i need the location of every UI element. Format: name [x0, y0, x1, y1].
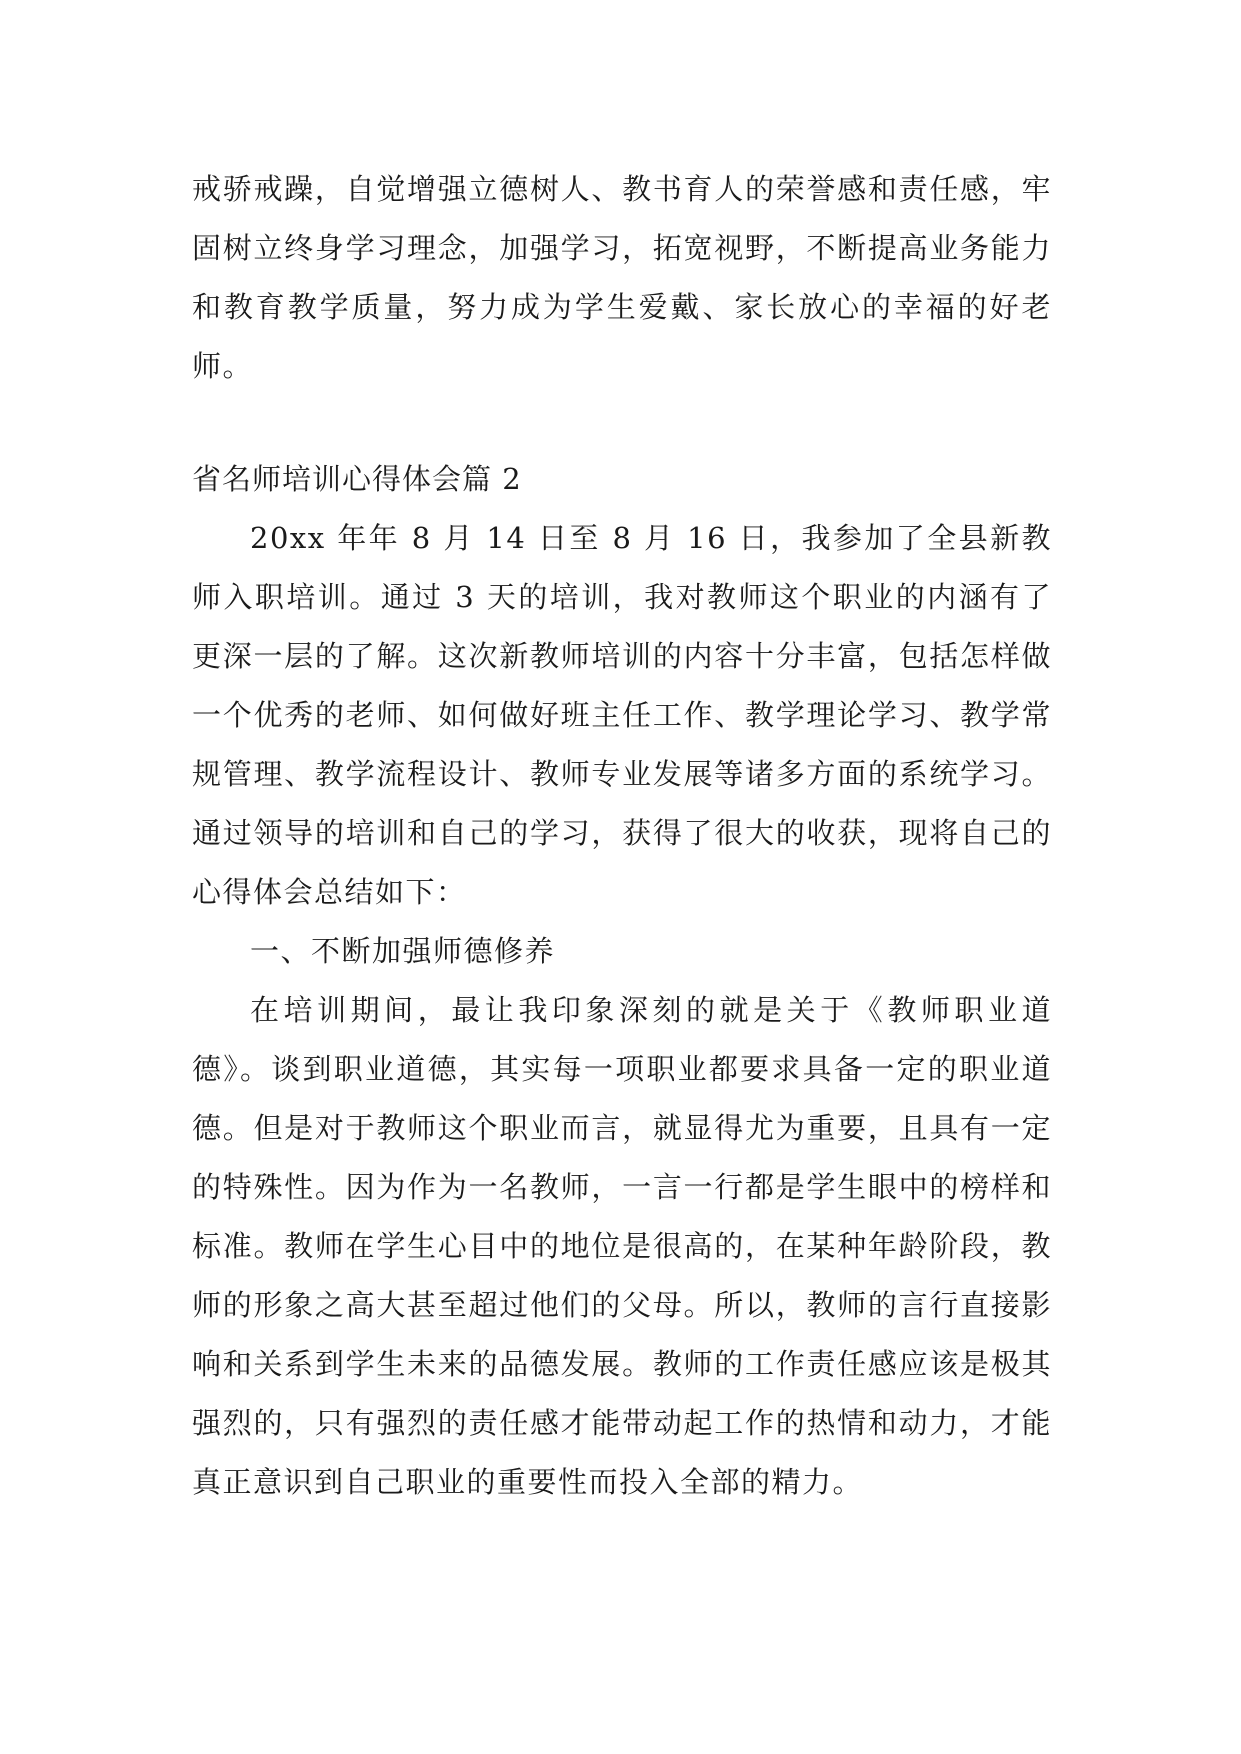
- section-heading: 一、不断加强师德修养: [250, 934, 556, 968]
- continuation-paragraph: 戒骄戒躁，自觉增强立德树人、教书育人的荣誉感和责任感，牢固树立终身学习理念，加强学习，拓宽视野，不断提高业务能力和教育教学质量，努力成为学生爱戴、家长放心的幸福的好老师。: [192, 172, 1052, 383]
- paragraph-gap: [192, 396, 1052, 450]
- document-body: [192, 160, 1052, 1512]
- intro-paragraph: 20xx 年年 8 月 14 日至 8 月 16 日，我参加了全县新教师入职培训。通过 3 天的培训，我对教师这个职业的内涵有了更深一层的了解。这次新教师培训的内容十分丰富，包括怎样做一个优秀的老师、如何做好班主任工作、教学理论学习、教学常规管理、教学流程设计、教师专业发展等诸多方面的系统学习。通过领导的培训和自己的学习，获得了很大的收获，现将自己的心得体会总结如下：: [192, 521, 1052, 909]
- section-title: 省名师培训心得体会篇 2: [192, 462, 522, 496]
- body-paragraph: 在培训期间，最让我印象深刻的就是关于《教师职业道德》。谈到职业道德，其实每一项职业都要求具备一定的职业道德。但是对于教师这个职业而言，就显得尤为重要，且具有一定的特殊性。因为作为一名教师，一言一行都是学生眼中的榜样和标准。教师在学生心目中的地位是很高的，在某种年龄阶段，教师的形象之高大甚至超过他们的父母。所以，教师的言行直接影响和关系到学生未来的品德发展。教师的工作责任感应该是极其强烈的，只有强烈的责任感才能带动起工作的热情和动力，才能真正意识到自己职业的重要性而投入全部的精力。: [192, 993, 1052, 1499]
